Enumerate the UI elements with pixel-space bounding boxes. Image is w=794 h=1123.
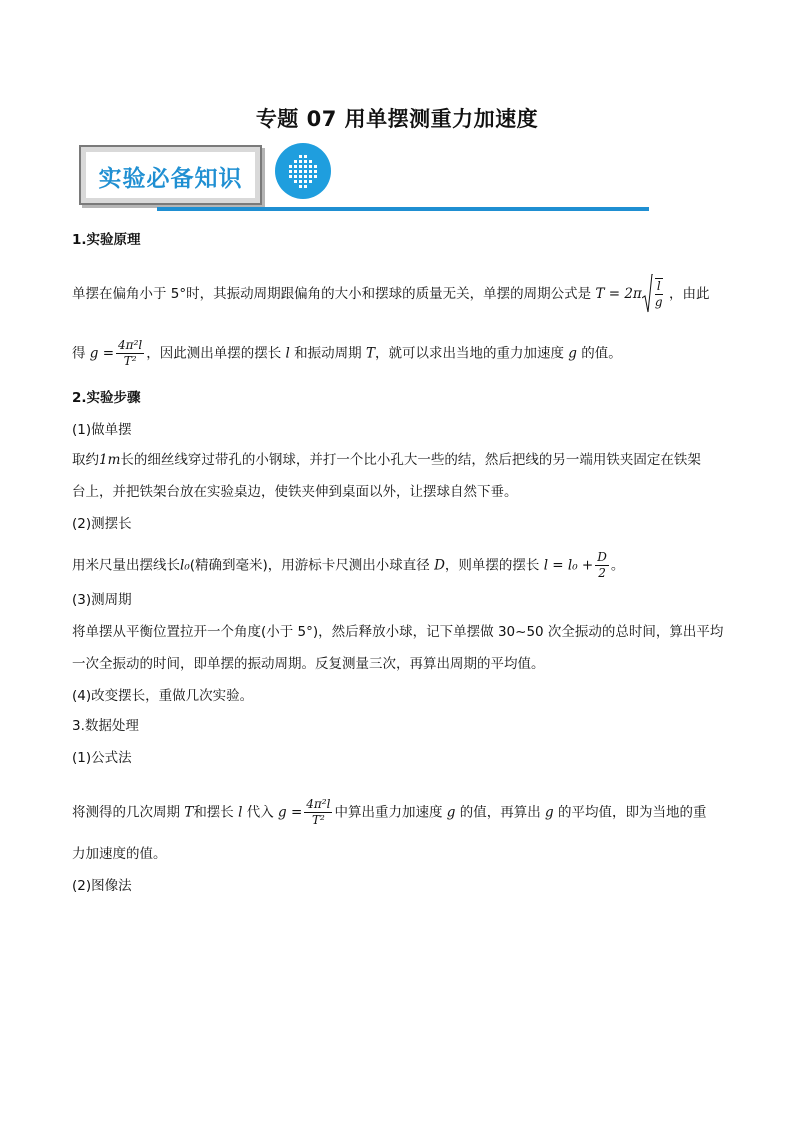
step1-line-2: 台上，并把铁架台放在实验桌边，使铁夹伸到桌面以外，让摆球自然下垂。 <box>72 484 518 500</box>
page-title: 专题 07 用单摆测重力加速度 <box>255 107 539 131</box>
method1-line-2: 力加速度的值。 <box>72 846 167 862</box>
step3-line-2: 一次全振动的时间，即单摆的振动周期。反复测量三次，再算出周期的平均值。 <box>72 656 545 672</box>
principle-line-2: 得 g = $\frac{\text{4π²l}}{\text{T²}}$ ，因此测出单摆的摆长 l 和振动周期 T，就可以求出当地的重力加速度 g 的值。 <box>72 338 622 368</box>
step3-line-1: 将单摆从平衡位置拉开一个角度(小于 5°)，然后释放小球，记下单摆做 30~50 次全振动的总时间，算出平均 <box>72 624 724 640</box>
banner-label: 实验必备知识 <box>98 166 243 192</box>
formula-g-fraction-2: $\frac{\text{4π²l}}{\text{T²}}$ <box>306 797 331 827</box>
section-heading-data: 3.数据处理 <box>72 718 139 734</box>
method1-line-1: 将测得的几次周期 T和摆长 l 代入 g = $\frac{\text{4π²l}}{\text{T²}}$ 中算出重力加速度 g 的值，再算出 g 的平均值，即为当地的重 <box>72 797 707 827</box>
method-title-1: (1)公式法 <box>72 750 132 766</box>
section-banner <box>79 143 651 213</box>
principle-line-1: 单摆在偏角小于 5°时，其振动周期跟偏角的大小和摆球的质量无关，单摆的周期公式是 T = 2π $\frac{l}{g}$ ，由此 <box>72 274 709 314</box>
method-title-2: (2)图像法 <box>72 878 132 894</box>
banner-label-box <box>79 145 262 205</box>
step-title-3: (3)测周期 <box>72 592 132 608</box>
banner-underline <box>157 207 649 211</box>
section-heading-principle: 1.实验原理 <box>72 232 141 248</box>
step-title-1: (1)做单摆 <box>72 422 132 438</box>
sqrt-l-over-g: $\frac{l}{g}$ <box>642 274 665 314</box>
formula-d-over-2: $\frac{D}{2}$ <box>597 550 607 580</box>
step-title-4: (4)改变摆长，重做几次实验。 <box>72 688 254 704</box>
grid-dots-icon <box>275 143 331 199</box>
step1-line-1: 取约1m长的细丝线穿过带孔的小钢球，并打一个比小孔大一些的结，然后把线的另一端用铁夹固定在铁架 <box>72 452 701 468</box>
formula-g-fraction: $\frac{\text{4π²l}}{\text{T²}}$ <box>118 338 143 368</box>
step2-line: 用米尺量出摆线长l₀(精确到毫米)，用游标卡尺测出小球直径 D，则单摆的摆长 l = l₀ + $\frac{D}{2}$ 。 <box>72 550 625 580</box>
section-heading-steps: 2.实验步骤 <box>72 390 141 406</box>
period-formula-lhs: T = 2π <box>595 286 642 302</box>
step-title-2: (2)测摆长 <box>72 516 132 532</box>
